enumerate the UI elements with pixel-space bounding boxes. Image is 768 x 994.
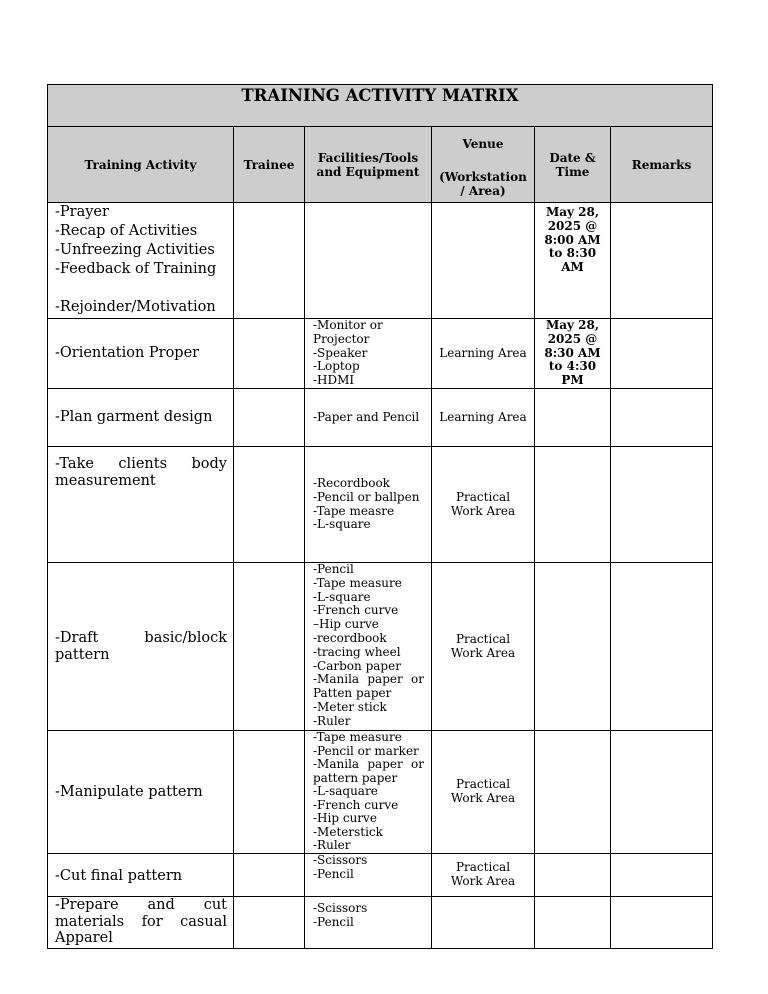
row-8-remarks-cell	[611, 897, 712, 948]
facility-item: -HDMI	[313, 373, 355, 388]
activity-item: -Unfreezing Activities	[55, 242, 215, 258]
facility-item: -L-saquare	[313, 784, 378, 799]
training-activity-matrix	[47, 84, 713, 949]
row-2-date-time-cell	[535, 319, 610, 388]
row-2-trainee-cell	[234, 319, 304, 388]
facility-item: -Pencil or marker	[313, 743, 419, 758]
activity-item: -Feedback of Training	[55, 261, 217, 277]
facility-item: -Tape measure	[313, 575, 402, 590]
row-4-activity-cell	[48, 447, 233, 562]
header-date-time-label: Date & Time	[549, 150, 596, 179]
header-venue-label: Venue	[462, 137, 504, 151]
header-date-time	[535, 127, 610, 202]
facility-item: -L-square	[313, 589, 371, 604]
facility-item: -Scissors	[313, 853, 368, 867]
facility-item: -Pencil	[313, 562, 354, 576]
facility-item: -Monitor or	[313, 318, 383, 332]
facility-item: –Hip curve	[313, 617, 379, 632]
row-4-date-time-cell	[535, 447, 610, 562]
activity-text: -Orientation Proper	[55, 345, 200, 361]
facility-item: Projector	[313, 331, 370, 346]
facility-item: -Pencil or ballpen	[313, 489, 420, 504]
header-venue-detail-line: / Area)	[460, 184, 506, 198]
facility-item: Patten paper	[313, 686, 392, 701]
facility-item: -Paper and Pencil	[313, 409, 420, 424]
date-time-line: 2025 @	[547, 218, 598, 233]
venue-line: Practical	[455, 777, 511, 792]
row-3-remarks-cell	[611, 389, 712, 446]
row-8-venue-cell	[432, 897, 534, 948]
facility-item: -Meterstick	[313, 824, 383, 839]
row-5-facilities-cell	[305, 563, 431, 730]
row-6-remarks-cell	[611, 731, 712, 853]
facility-item: -Manila paper or	[313, 757, 424, 772]
venue-line: Learning Area	[439, 409, 527, 424]
row-1-venue-cell	[432, 203, 534, 318]
row-6-activity-cell	[48, 731, 233, 853]
row-2-activity-cell	[48, 319, 233, 388]
venue-line: Practical	[455, 860, 511, 875]
date-time-line: 8:00 AM	[544, 232, 601, 247]
row-8-date-time-cell	[535, 897, 610, 948]
row-8-facilities-cell	[305, 897, 431, 948]
venue-line: Practical	[455, 631, 511, 646]
facility-item: -L-square	[313, 517, 371, 532]
row-8-trainee-cell	[234, 897, 304, 948]
header-venue	[432, 127, 534, 202]
facility-item: -Speaker	[313, 345, 368, 360]
date-time-line: May 28,	[545, 205, 600, 219]
row-7-facilities-cell	[305, 854, 431, 896]
facility-item: -Carbon paper	[313, 658, 401, 673]
row-5-remarks-cell	[611, 563, 712, 730]
row-7-remarks-cell	[611, 854, 712, 896]
row-5-venue-cell	[432, 563, 534, 730]
row-3-trainee-cell	[234, 389, 304, 446]
row-2-remarks-cell	[611, 319, 712, 388]
facility-item: -Tape measure	[313, 730, 402, 745]
facility-item: pattern paper	[313, 770, 398, 785]
row-7-venue-cell	[432, 854, 534, 896]
activity-item: -Rejoinder/Motivation	[55, 299, 216, 315]
row-2-facilities-cell	[305, 319, 431, 388]
row-3-venue-cell	[432, 389, 534, 446]
row-7-trainee-cell	[234, 854, 304, 896]
facility-item: -Manila paper or	[313, 672, 424, 687]
date-time-line: to 8:30	[548, 246, 597, 261]
facility-item: -French curve	[313, 797, 399, 812]
row-4-trainee-cell	[234, 447, 304, 562]
header-venue-detail-line: (Workstation	[439, 170, 527, 184]
facility-item: -Scissors	[313, 901, 368, 915]
date-time-line: to 4:30	[548, 359, 597, 374]
activity-text: -Prepare and cut materials for casual Apparel	[55, 897, 227, 946]
row-1-activity-cell	[48, 203, 233, 318]
header-remarks-label: Remarks	[631, 157, 692, 172]
row-4-remarks-cell	[611, 447, 712, 562]
row-1-facilities-cell	[305, 203, 431, 318]
row-3-date-time-cell	[535, 389, 610, 446]
facility-item: -Pencil	[313, 866, 354, 881]
activity-text: -Draft basic/block pattern	[55, 629, 227, 663]
row-4-facilities-cell	[305, 447, 431, 562]
header-training-activity-label: Training Activity	[84, 157, 197, 172]
row-7-activity-cell	[48, 854, 233, 896]
facility-item: -Recordbook	[313, 475, 390, 490]
activity-text: -Take clients body measurement	[55, 456, 227, 489]
activity-text: -Manipulate pattern	[55, 783, 203, 800]
header-training-activity	[48, 127, 233, 202]
venue-line: Learning Area	[439, 345, 527, 360]
venue-line: Work Area	[450, 791, 516, 805]
venue-line: Work Area	[450, 645, 516, 660]
venue-line: Work Area	[450, 503, 516, 518]
facility-item: -recordbook	[313, 630, 387, 645]
date-time-line: May 28,	[545, 318, 600, 332]
facility-item: -Hip curve	[313, 811, 377, 826]
facility-item: -Ruler	[313, 713, 351, 728]
activity-text: -Cut final pattern	[55, 867, 183, 884]
facility-item: -Pencil	[313, 914, 354, 929]
facility-item: -French curve	[313, 603, 399, 618]
row-7-date-time-cell	[535, 854, 610, 896]
row-6-date-time-cell	[535, 731, 610, 853]
facility-item: -Tape measre	[313, 503, 395, 518]
row-4-venue-cell	[432, 447, 534, 562]
date-time-line: 8:30 AM	[544, 345, 601, 360]
facility-item: -Meter stick	[313, 699, 387, 714]
row-6-trainee-cell	[234, 731, 304, 853]
venue-line: Practical	[455, 489, 511, 504]
activity-item: -Recap of Activities	[55, 223, 198, 239]
row-1-trainee-cell	[234, 203, 304, 318]
header-facilities	[305, 127, 431, 202]
venue-line: Work Area	[450, 874, 516, 888]
date-time-line: PM	[561, 373, 584, 388]
header-trainee-label: Trainee	[243, 157, 295, 172]
row-2-venue-cell	[432, 319, 534, 388]
row-8-activity-cell	[48, 897, 233, 948]
row-1-remarks-cell	[611, 203, 712, 318]
row-3-activity-cell	[48, 389, 233, 446]
row-6-venue-cell	[432, 731, 534, 853]
matrix-title: TRAINING ACTIVITY MATRIX	[48, 85, 712, 126]
header-trainee	[234, 127, 304, 202]
row-1-date-time-cell	[535, 203, 610, 318]
row-6-facilities-cell	[305, 731, 431, 853]
facility-item: -tracing wheel	[313, 644, 401, 659]
facility-item: -Loptop	[313, 359, 360, 374]
activity-text: -Plan garment design	[55, 409, 213, 425]
activity-item: -Prayer	[55, 204, 109, 220]
date-time-line: AM	[561, 260, 584, 275]
header-facilities-label: Facilities/Tools and Equipment	[316, 150, 420, 179]
date-time-line: 2025 @	[547, 331, 598, 346]
row-5-date-time-cell	[535, 563, 610, 730]
row-3-facilities-cell	[305, 389, 431, 446]
row-5-activity-cell	[48, 563, 233, 730]
row-5-trainee-cell	[234, 563, 304, 730]
header-remarks	[611, 127, 712, 202]
facility-item: -Ruler	[313, 838, 351, 853]
